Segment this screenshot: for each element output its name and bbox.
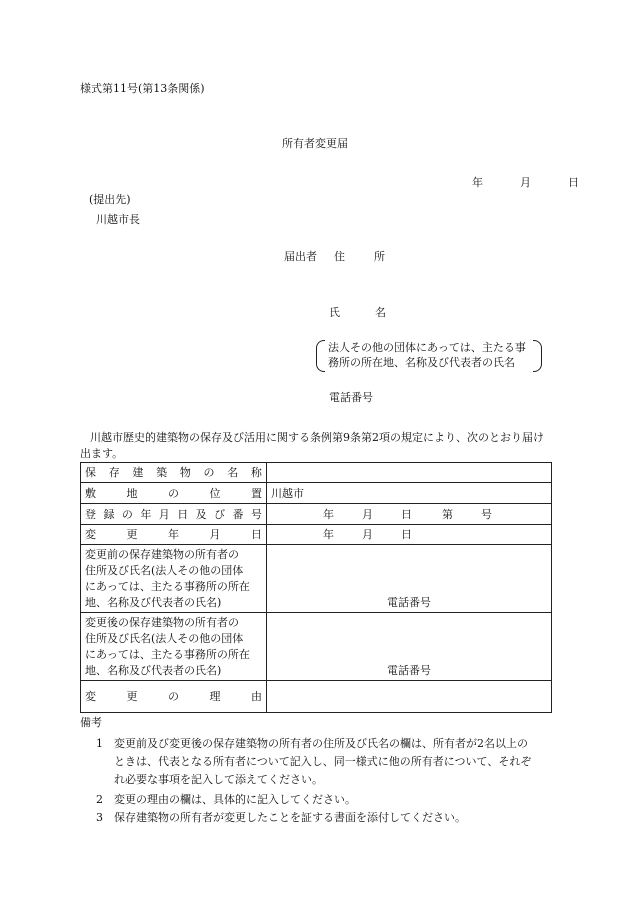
r7-char-2: の [168, 690, 179, 703]
label-owner-after [81, 613, 267, 681]
label-change-reason [81, 681, 267, 713]
change-month: 月 [362, 528, 373, 541]
table-row-change-reason [81, 681, 552, 713]
r4-char-2: 年 [168, 528, 179, 541]
note-1-number: 1 [96, 737, 103, 750]
owner-after-phone-label: 電話番号 [387, 664, 431, 677]
owner-after-line-4: 地、名称及び代表者の氏名) [85, 663, 222, 677]
r1-char-4: 物 [179, 466, 191, 479]
r7-char-1: 更 [126, 690, 138, 703]
owner-after-line-1: 変更後の保存建築物の所有者の [85, 615, 239, 629]
note-3 [96, 809, 556, 827]
owner-after-line-3: にあっては、主たる事務所の所在 [85, 647, 250, 661]
note-1 [96, 735, 556, 789]
document-title: 所有者変更届 [282, 137, 348, 150]
intro-text: 川越市歴史的建築物の保存及び活用に関する条例第9条第2項の規定により、次のとおり届け出ます。 [80, 431, 544, 460]
reg-year: 年 [323, 507, 334, 521]
reg-day: 日 [401, 507, 412, 521]
table-row-registration [81, 504, 552, 525]
note-2 [96, 791, 556, 809]
r7-char-0: 変 [85, 690, 96, 703]
corp-note-line-1: 法人その他の団体にあっては、主たる事 [328, 341, 526, 354]
r3-char-4: 月 [158, 507, 170, 521]
address-label-b: 所 [374, 250, 385, 263]
date-line [472, 177, 579, 188]
value-change-date[interactable] [267, 525, 552, 545]
registration-date-number [271, 509, 547, 520]
change-date [271, 529, 547, 540]
label-owner-before [81, 545, 267, 613]
value-owner-after[interactable] [267, 613, 552, 681]
spread-registration [85, 509, 262, 520]
applicant-phone-label: 電話番号 [329, 391, 373, 404]
form-table [80, 462, 552, 713]
change-day: 日 [401, 528, 412, 541]
r1-char-1: 存 [108, 466, 120, 479]
note-2-text: 変更の理由の欄は、具体的に記入してください。 [114, 793, 356, 806]
r1-char-6: 名 [227, 466, 239, 479]
note-3-number: 3 [96, 811, 103, 824]
applicant-label: 届出者 [284, 250, 317, 263]
note-2-number: 2 [96, 793, 103, 806]
notes-heading: 備考 [80, 716, 102, 729]
r2-char-0: 敷 [85, 486, 96, 500]
r3-char-2: の [121, 507, 133, 521]
reg-no: 第 [442, 507, 453, 521]
recipient: 川越市長 [96, 213, 140, 226]
corp-note-line-2: 務所の所在地、名称及び代表者の氏名 [328, 356, 515, 369]
owner-before-line-1: 変更前の保存建築物の所有者の [85, 547, 239, 561]
corporation-note [316, 340, 542, 370]
date-year: 年 [472, 176, 483, 189]
form-code: 様式第11号(第13条関係) [80, 82, 205, 95]
spread-site-location [85, 488, 262, 499]
spread-building-name [85, 467, 262, 478]
r3-char-0: 登 [85, 507, 96, 521]
owner-before-line-2: 住所及び氏名(法人その他の団体 [85, 563, 244, 577]
table-row-site-location [81, 483, 552, 504]
city-text: 川越市 [271, 486, 304, 500]
r3-char-6: 及 [195, 507, 207, 521]
r2-char-1: 地 [126, 486, 138, 500]
name-label-a: 氏 [329, 306, 340, 319]
r7-char-4: 由 [251, 690, 262, 703]
name-label-b: 名 [375, 306, 386, 319]
r1-char-3: 築 [156, 466, 168, 479]
r3-char-1: 録 [103, 507, 115, 521]
r7-char-3: 理 [209, 690, 221, 703]
r4-char-3: 月 [209, 528, 221, 541]
value-owner-before[interactable] [267, 545, 552, 613]
r2-char-3: 位 [209, 486, 221, 500]
label-building-name [81, 463, 267, 483]
r3-char-7: び [214, 507, 226, 521]
note-1-line-1: 変更前及び変更後の保存建築物の所有者の住所及び氏名の欄は、所有者が2名以上の [114, 737, 528, 750]
r2-char-2: の [168, 486, 179, 500]
spread-change-date [85, 529, 262, 540]
address-label-a: 住 [334, 250, 345, 263]
date-day: 日 [568, 176, 579, 189]
value-registration[interactable] [267, 504, 552, 525]
applicant-name-label [329, 307, 386, 318]
r1-char-0: 保 [85, 466, 96, 479]
right-bracket [533, 340, 542, 372]
r1-char-5: の [203, 466, 215, 479]
note-1-line-2: ときは、代表となる所有者について記入し、同一様式に他の所有者について、それぞ [114, 755, 532, 768]
reg-month: 月 [362, 507, 373, 521]
r1-char-7: 称 [250, 466, 262, 479]
owner-before-line-3: にあっては、主たる事務所の所在 [85, 579, 250, 593]
owner-before-phone-label: 電話番号 [387, 596, 431, 609]
label-registration [81, 504, 267, 525]
applicant-address-label [284, 251, 385, 262]
change-year: 年 [323, 528, 334, 541]
owner-before-line-4: 地、名称及び代表者の氏名) [85, 595, 222, 609]
r4-char-0: 変 [85, 528, 96, 541]
r4-char-1: 更 [126, 528, 138, 541]
r4-char-4: 日 [251, 528, 262, 541]
r3-char-9: 号 [250, 507, 262, 521]
label-site-location [81, 483, 267, 504]
r2-char-4: 置 [251, 486, 262, 500]
table-row-building-name [81, 463, 552, 483]
reg-go: 号 [481, 507, 492, 521]
r3-char-8: 番 [232, 507, 244, 521]
spread-change-reason [85, 691, 262, 702]
table-row-change-date [81, 525, 552, 545]
value-change-reason[interactable] [267, 681, 552, 713]
value-site-location[interactable] [267, 483, 552, 504]
owner-after-line-2: 住所及び氏名(法人その他の団体 [85, 631, 244, 645]
note-1-line-3: れ必要な事項を記入して添えてください。 [114, 773, 323, 786]
label-change-date [81, 525, 267, 545]
left-bracket [316, 340, 325, 372]
r3-char-5: 日 [177, 507, 189, 521]
table-row-owner-after [81, 613, 552, 681]
r3-char-3: 年 [140, 507, 152, 521]
value-building-name[interactable] [267, 463, 552, 483]
submit-to-label: (提出先) [89, 193, 131, 206]
date-month: 月 [520, 176, 531, 189]
note-3-text: 保存建築物の所有者が変更したことを証する書面を添付してください。 [114, 811, 466, 824]
table-row-owner-before [81, 545, 552, 613]
r1-char-2: 建 [132, 466, 144, 479]
